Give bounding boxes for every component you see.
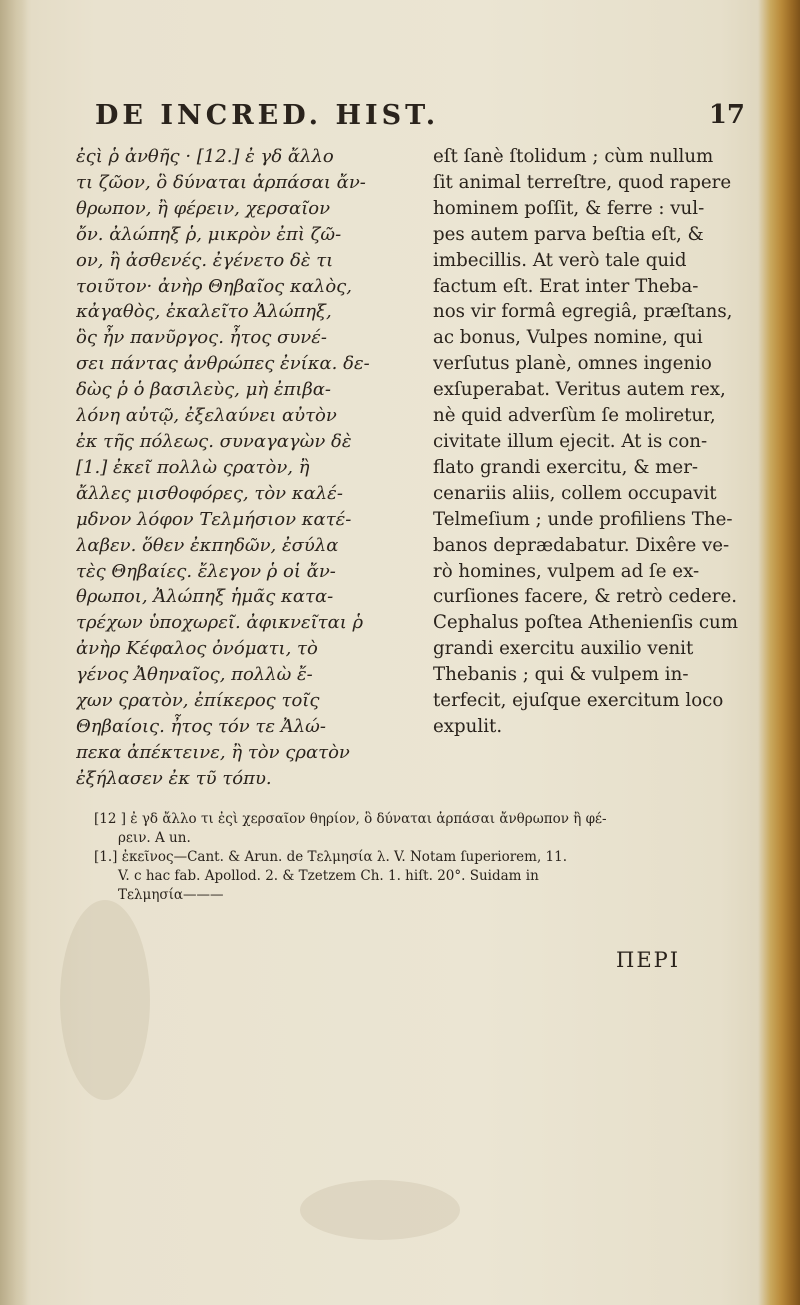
text-line: terfecit, ejuſque exercitum loco: [433, 690, 724, 712]
running-header: [95, 100, 755, 140]
text-line: ἐςὶ ῥ ἀνθῆς · [12.] ἐ γδ ἄλλο: [76, 146, 334, 167]
footnote-line: Τελμησία———: [118, 887, 224, 903]
text-line: pes autem parva beſtia eſt, &: [433, 223, 704, 245]
text-line: γένος Ἀθηναῖος, πολλὼ ἔ-: [76, 664, 313, 686]
text-line: curſiones facere, & retrò cedere.: [433, 586, 737, 608]
text-line: exſuperabat. Veritus autem rex,: [433, 379, 726, 401]
text-line: λαβεν. ὅθεν ἐκπηδῶν, ἐσύλα: [76, 534, 339, 556]
text-line: expulit.: [433, 715, 503, 737]
text-line: σει πάντας ἀνθρώπες ἐνίκα. δε-: [76, 353, 370, 375]
catchword: ΠΕΡΙ: [616, 948, 681, 972]
text-line: ὄν. ἀλώπηξ ῥ, μικρὸν ἐπὶ ζῶ-: [76, 223, 342, 245]
text-line: ἄλλες μισθοφόρες, τὸν καλέ-: [76, 482, 343, 504]
text-line: τι ζῶον, ὃ δύναται ἁρπάσαι ἄν-: [76, 171, 366, 193]
text-line: [1.] ἐκεῖ πολλὼ ςρατὸν, ἢ: [76, 456, 310, 478]
text-line: Θηβαίοις. ἦτος τόν τε Ἀλώ-: [76, 715, 326, 737]
text-line: hominem poſſit, & ferre : vul-: [433, 197, 705, 219]
text-line: Thebanis ; qui & vulpem in-: [433, 664, 689, 686]
page-gutter-shadow: [0, 0, 28, 1305]
text-line: ὃς ἦν πανῦργος. ἦτος συνέ-: [76, 327, 327, 349]
text-line: μδνον λόφον Τελμήσιον κατέ-: [76, 508, 352, 530]
text-line: ac bonus, Vulpes nomine, qui: [433, 327, 703, 349]
running-title: DE INCRED. HIST.: [95, 100, 440, 131]
page-edge-stain: [758, 0, 800, 1305]
text-line: θρωπον, ἢ φέρειν, χερσαῖον: [76, 197, 331, 219]
text-line: τοιῦτον· ἀνὴρ Θηβαῖος καλὸς,: [76, 275, 352, 297]
page-number: 17: [708, 100, 745, 130]
text-line: Telmeſium ; unde profiliens The-: [433, 508, 733, 530]
text-line: ον, ἢ ἀσθενές. ἐγένετο δὲ τι: [76, 249, 334, 271]
paper-stain: [60, 900, 150, 1100]
text-line: eſt ſanè ſtolidum ; cùm nullum: [433, 146, 714, 167]
footnote-line: V. c hac fab. Apollod. 2. & Tzetzem Ch. 1. hiſt. 20°. Suidam in: [118, 868, 539, 884]
footnote-line: [1.] ἐκεῖνος—Cant. & Arun. de Τελμησία λ. V. Notam ſuperiorem, 11.: [94, 849, 568, 865]
text-line: imbecillis. At verò tale quid: [433, 249, 687, 271]
text-line: factum eſt. Erat inter Theba-: [433, 275, 699, 297]
text-line: χων ςρατὸν, ἐπίκερος τοῖς: [76, 690, 320, 712]
paper-stain: [300, 1180, 460, 1240]
latin-text-column: [433, 144, 758, 740]
text-line: ἐκ τῆς πόλεως. συναγαγὼν δὲ: [76, 430, 352, 452]
footnote-line: ρειν. A un.: [118, 830, 191, 846]
text-line: πεκα ἀπέκτεινε, ἢ τὸν ςρατὸν: [76, 741, 350, 763]
text-line: ἀνὴρ Κέφαλος ὀνόματι, τὸ: [76, 638, 318, 660]
text-line: τρέχων ὑποχωρεῖ. ἀφικνεῖται ῥ: [76, 612, 364, 634]
text-line: grandi exercitu auxilio venit: [433, 638, 694, 660]
text-line: τὲς Θηβαίες. ἔλεγον ῥ οἱ ἄν-: [76, 560, 336, 582]
text-line: δὼς ῥ ὁ βασιλεὺς, μὴ ἐπιβα-: [76, 379, 332, 401]
text-line: nos vir formâ egregiâ, præſtans,: [433, 301, 733, 323]
text-line: civitate illum ejecit. At is con-: [433, 430, 708, 452]
text-line: ſit animal terreſtre, quod rapere: [433, 171, 732, 193]
text-line: banos deprædabatur. Dixêre ve-: [433, 534, 730, 556]
text-line: Cephalus poſtea Athenienſis cum: [433, 612, 738, 634]
text-line: rò homines, vulpem ad ſe ex-: [433, 560, 700, 582]
footnotes: [94, 810, 754, 905]
text-line: κἀγαθὸς, ἐκαλεῖτο Ἀλώπηξ,: [76, 301, 332, 323]
footnote-line: [12 ] ἐ γδ ἄλλο τι ἐςὶ χερσαῖον θηρίον, ὃ δύναται ἁρπάσαι ἄνθρωπον ἢ φέ-: [94, 811, 607, 827]
greek-text-column: [76, 144, 421, 792]
text-line: flato grandi exercitu, & mer-: [433, 456, 699, 478]
text-line: nè quid adverſùm ſe moliretur,: [433, 405, 716, 427]
text-line: verſutus planè, omnes ingenio: [433, 353, 712, 375]
text-line: λόνη αὐτῷ, ἐξελαύνει αὐτὸν: [76, 405, 337, 427]
text-line: ἐξήλασεν ἐκ τῦ τόπυ.: [76, 767, 272, 789]
text-line: θρωποι, Ἀλώπηξ ἡμᾶς κατα-: [76, 586, 334, 608]
text-line: cenariis aliis, collem occupavit: [433, 482, 717, 504]
